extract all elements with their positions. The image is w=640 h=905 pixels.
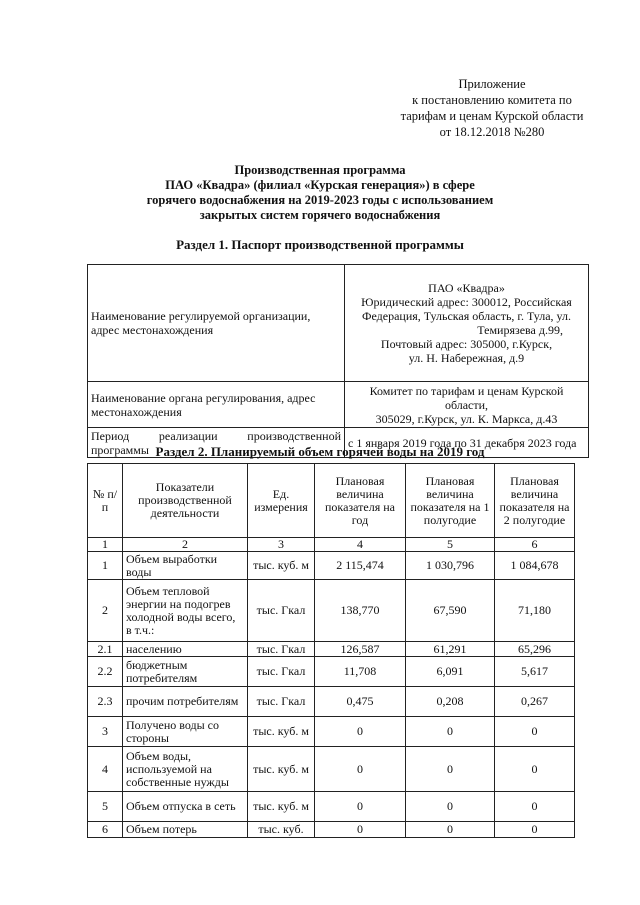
header-cell: Ед. измерения xyxy=(248,464,315,538)
passport-value-line: ПАО «Квадра» xyxy=(428,281,505,295)
header-cell: Плановая величина показателя на год xyxy=(315,464,406,538)
passport-value xyxy=(345,265,589,382)
passport-row xyxy=(88,265,589,382)
volume-table xyxy=(87,463,575,838)
row-number: 2.1 xyxy=(88,642,123,657)
row-h1: 1 030,796 xyxy=(406,552,495,580)
table-row xyxy=(88,747,575,792)
passport-value-line: Юридический адрес: 300012, Российская xyxy=(361,295,572,309)
row-unit: тыс. Гкал xyxy=(248,580,315,642)
row-h1: 0 xyxy=(406,792,495,822)
row-h2: 71,180 xyxy=(495,580,575,642)
row-h2: 65,296 xyxy=(495,642,575,657)
row-number: 4 xyxy=(88,747,123,792)
table-row xyxy=(88,687,575,717)
row-h2: 0 xyxy=(495,792,575,822)
passport-value-line: 305029, г.Курск, ул. К. Маркса, д.43 xyxy=(375,411,558,426)
row-h2: 1 084,678 xyxy=(495,552,575,580)
row-number: 6 xyxy=(88,822,123,838)
row-year: 0 xyxy=(315,747,406,792)
row-h2: 0 xyxy=(495,717,575,747)
row-year: 126,587 xyxy=(315,642,406,657)
row-name: прочим потребителям xyxy=(123,687,248,717)
column-number-row xyxy=(88,538,575,552)
row-h1: 6,091 xyxy=(406,657,495,687)
section2-heading: Раздел 2. Планируемый объем горячей воды на 2019 год xyxy=(155,444,485,459)
annex-title: Приложение xyxy=(458,77,526,91)
row-h2: 0,267 xyxy=(495,687,575,717)
table-row xyxy=(88,642,575,657)
row-name: Объем потерь xyxy=(123,822,248,838)
annex-block xyxy=(392,76,592,140)
row-number: 5 xyxy=(88,792,123,822)
passport-row xyxy=(88,382,589,428)
row-name: Получено воды со стороны xyxy=(123,717,248,747)
row-h1: 0,208 xyxy=(406,687,495,717)
passport-value-line: ул. Н. Набережная, д.9 xyxy=(408,351,525,365)
row-h1: 0 xyxy=(406,747,495,792)
row-h1: 67,590 xyxy=(406,580,495,642)
table-row xyxy=(88,552,575,580)
row-number: 1 xyxy=(88,552,123,580)
row-name: Объем тепловой энергии на подогрев холодной воды всего, в т.ч.: xyxy=(123,580,248,642)
row-name: Объем отпуска в сеть xyxy=(123,792,248,822)
row-unit: тыс. куб. xyxy=(248,822,315,838)
annex-resolution: к постановлению комитета по xyxy=(412,93,572,107)
row-h2: 0 xyxy=(495,747,575,792)
row-number: 2 xyxy=(88,580,123,642)
row-year: 0 xyxy=(315,792,406,822)
title-line: горячего водоснабжения на 2019-2023 годы с использованием xyxy=(146,193,494,207)
passport-value-line: области, xyxy=(444,397,489,412)
header-cell: Плановая величина показателя на 1 полугодие xyxy=(406,464,495,538)
row-name: бюджетным потребителям xyxy=(123,657,248,687)
column-number: 6 xyxy=(495,538,575,552)
title-line: Производственная программа xyxy=(234,163,406,177)
row-name: Объем воды, используемой на собственные нужды xyxy=(123,747,248,792)
row-h2: 5,617 xyxy=(495,657,575,687)
row-unit: тыс. куб. м xyxy=(248,552,315,580)
annex-committee: тарифам и ценам Курской области xyxy=(400,109,584,123)
row-name: Объем выработки воды xyxy=(123,552,248,580)
row-year: 0 xyxy=(315,717,406,747)
row-unit: тыс. куб. м xyxy=(248,792,315,822)
table-row xyxy=(88,792,575,822)
row-unit: тыс. куб. м xyxy=(248,747,315,792)
row-year: 2 115,474 xyxy=(315,552,406,580)
passport-value: с 1 января 2019 года по 31 декабря 2023 года xyxy=(345,428,589,458)
row-h1: 0 xyxy=(406,717,495,747)
header-row xyxy=(88,464,575,538)
table-row xyxy=(88,822,575,838)
header-cell: Плановая величина показателя на 2 полугодие xyxy=(495,464,575,538)
row-number: 2.2 xyxy=(88,657,123,687)
row-number: 3 xyxy=(88,717,123,747)
column-number: 2 xyxy=(123,538,248,552)
row-year: 0,475 xyxy=(315,687,406,717)
annex-date: от 18.12.2018 №280 xyxy=(439,125,545,139)
column-number: 5 xyxy=(406,538,495,552)
row-h1: 0 xyxy=(406,822,495,838)
passport-value-line: Почтовый адрес: 305000, г.Курск, xyxy=(380,337,553,351)
header-cell: № п/п xyxy=(88,464,123,538)
title-line: ПАО «Квадра» (филиал «Курская генерация») в сфере xyxy=(165,178,475,192)
passport-label: Наименование органа регулирования, адрес местонахождения xyxy=(88,382,345,428)
row-number: 2.3 xyxy=(88,687,123,717)
row-name: населению xyxy=(123,642,248,657)
row-year: 138,770 xyxy=(315,580,406,642)
passport-value-line: Федерация, Тульская область, г. Тула, ул. xyxy=(362,309,571,323)
row-year: 11,708 xyxy=(315,657,406,687)
row-unit: тыс. Гкал xyxy=(248,687,315,717)
column-number: 1 xyxy=(88,538,123,552)
table-row xyxy=(88,657,575,687)
column-number: 4 xyxy=(315,538,406,552)
passport-value-line: Темирязева д.99, xyxy=(477,323,563,337)
row-unit: тыс. Гкал xyxy=(248,642,315,657)
table-row xyxy=(88,717,575,747)
passport-label: Период реализации производственной программы xyxy=(88,428,345,458)
row-year: 0 xyxy=(315,822,406,838)
row-h1: 61,291 xyxy=(406,642,495,657)
column-number: 3 xyxy=(248,538,315,552)
header-cell: Показатели производственной деятельности xyxy=(123,464,248,538)
section1-heading: Раздел 1. Паспорт производственной программы xyxy=(176,237,464,252)
passport-table xyxy=(87,264,589,458)
passport-value xyxy=(345,382,589,428)
document-title xyxy=(120,163,520,223)
table-row xyxy=(88,580,575,642)
row-unit: тыс. куб. м xyxy=(248,717,315,747)
row-unit: тыс. Гкал xyxy=(248,657,315,687)
passport-label: Наименование регулируемой организации, адрес местонахождения xyxy=(88,265,345,382)
passport-value-line: Комитет по тарифам и ценам Курской xyxy=(369,383,564,398)
row-h2: 0 xyxy=(495,822,575,838)
title-line: закрытых систем горячего водоснабжения xyxy=(199,208,441,222)
